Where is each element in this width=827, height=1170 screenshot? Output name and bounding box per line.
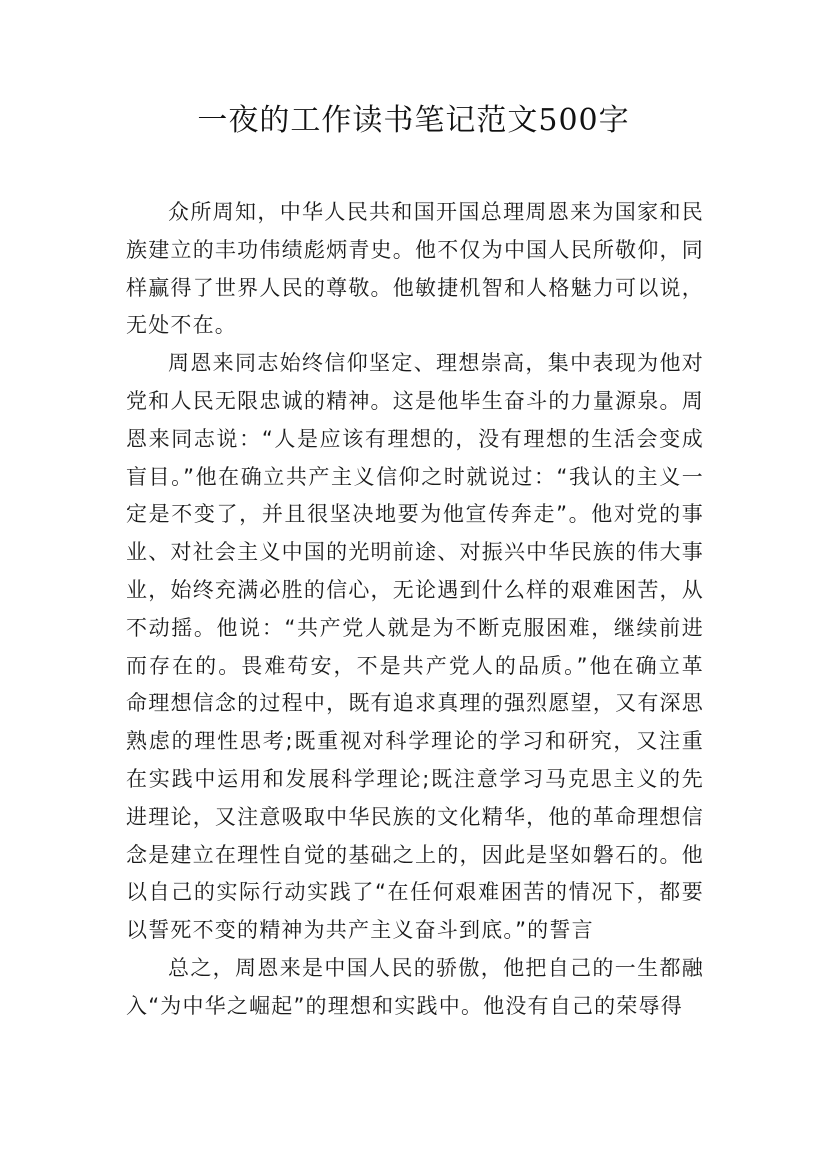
paragraph: 总之，周恩来是中国人民的骄傲，他把自己的一生都融入“为中华之崛起”的理想和实践中。他没有自己的荣辱得 xyxy=(126,955,704,1018)
document-title: 一夜的工作读书笔记范文500字 xyxy=(197,103,630,138)
document-body xyxy=(126,194,704,1026)
paragraph: 周恩来同志始终信仰坚定、理想崇高，集中表现为他对党和人民无限忠诚的精神。这是他毕生奋斗的力量源泉。周恩来同志说：“人是应该有理想的，没有理想的生活会变成盲目。”他在确立共产主义信仰之时就说过：“我认的主义一定是不变了，并且很坚决地要为他宣传奔走”。他对党的事业、对社会主义中国的光明前途、对振兴中华民族的伟大事业，始终充满必胜的信心，无论遇到什么样的艰难困苦，从不动摇。他说：“共产党人就是为不断克服困难，继续前进而存在的。畏难苟安，不是共产党人的品质。”他在确立革命理想信念的过程中，既有追求真理的强烈愿望，又有深思熟虑的理性思考;既重视对科学理论的学习和研究，又注重在实践中运用和发展科学理论;既注意学习马克思主义的先进理论，又注意吸取中华民族的文化精华，他的革命理想信念是建立在理性自觉的基础之上的，因此是坚如磐石的。他以自己的实际行动实践了“在任何艰难困苦的情况下，都要以誓死不变的精神为共产主义奋斗到底。”的誓言 xyxy=(126,351,704,943)
paragraph: 众所周知，中华人民共和国开国总理周恩来为国家和民族建立的丰功伟绩彪炳青史。他不仅为中国人民所敬仰，同样赢得了世界人民的尊敬。他敏捷机智和人格魅力可以说，无处不在。 xyxy=(126,200,704,338)
